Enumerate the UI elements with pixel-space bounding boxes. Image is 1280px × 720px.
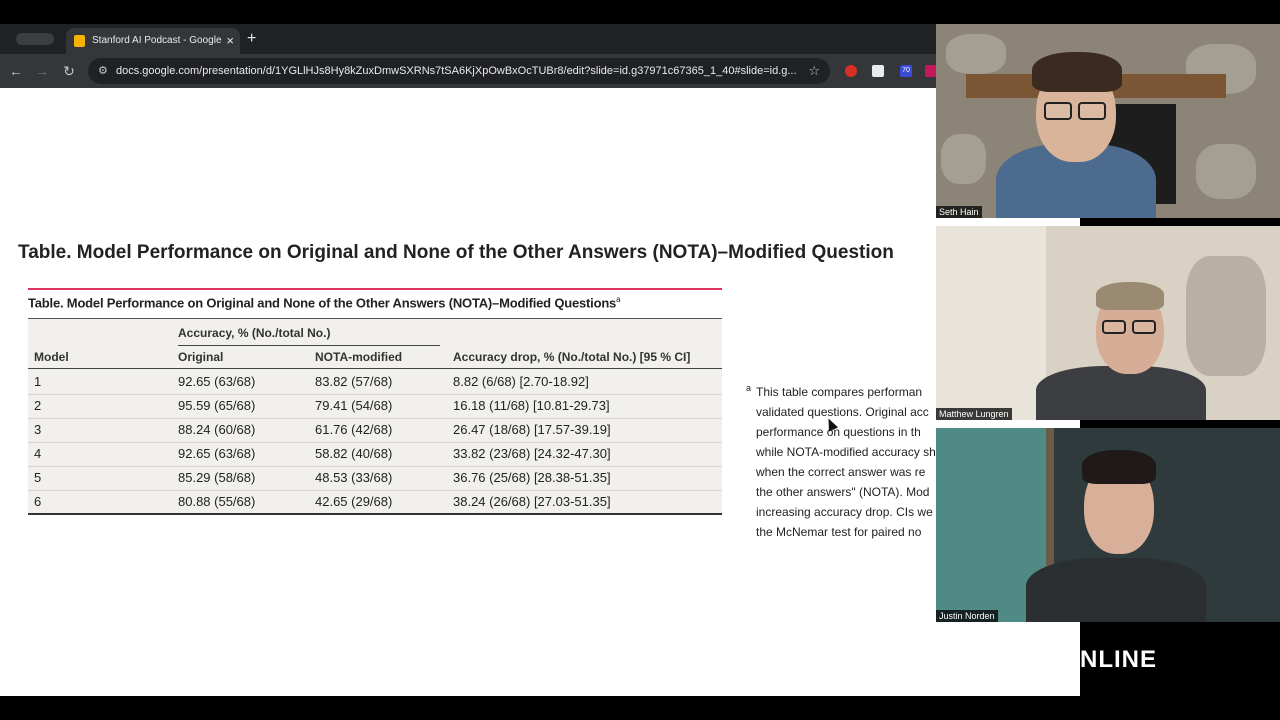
- video-tile-matthew-lungren[interactable]: [936, 226, 1280, 420]
- participant-name: Seth Hain: [936, 206, 982, 218]
- person-body: [1026, 558, 1206, 622]
- slide-canvas: [0, 88, 1080, 696]
- table-top-rule: [28, 318, 722, 319]
- back-arrow-icon[interactable]: ←: [9, 63, 23, 79]
- person-hair: [1082, 450, 1156, 484]
- new-tab-button[interactable]: +: [247, 30, 257, 47]
- address-bar[interactable]: [88, 58, 830, 84]
- glasses: [1102, 320, 1126, 334]
- col-header-drop: Accuracy drop, % (No./total No.) [95 % CI]: [453, 350, 691, 364]
- bg-stone: [1196, 144, 1256, 199]
- reload-icon[interactable]: ↻: [63, 63, 75, 79]
- bg-decor: [1186, 256, 1266, 376]
- bg-wall: [936, 226, 1046, 420]
- bg-stone: [941, 134, 986, 184]
- tab-title: Stanford AI Podcast - Google: [92, 35, 222, 46]
- table-row: 6 80.88 (55/68) 42.65 (29/68) 38.24 (26/68) [27.03-51.35]: [34, 494, 611, 509]
- table-row: 2 95.59 (65/68) 79.41 (54/68) 16.18 (11/68) [10.81-29.73]: [34, 398, 610, 413]
- extension-red-icon[interactable]: [845, 65, 857, 77]
- group-header: Accuracy, % (No./total No.): [178, 326, 331, 340]
- window-controls[interactable]: [16, 33, 54, 45]
- person-body: [1036, 366, 1206, 420]
- bg-stone: [946, 34, 1006, 74]
- video-tile-justin-norden[interactable]: [936, 428, 1280, 622]
- col-header-original: Original: [178, 350, 224, 364]
- table-row: 4 92.65 (63/68) 58.82 (40/68) 33.82 (23/68) [24.32-47.30]: [34, 446, 611, 461]
- url-text: docs.google.com/presentation/d/1YGLlHJs8Hy8kZuxDmwSXRNs7tSA6KjXpOwBxOcTUBr8/edit?slide=id.g37971c67365_1_40#slide=id.g...: [116, 65, 797, 77]
- table-accent-line: [28, 288, 722, 290]
- col-header-nota: NOTA-modified: [315, 350, 403, 364]
- glasses: [1078, 102, 1106, 120]
- group-header-rule: [178, 345, 440, 346]
- slide-title: Table. Model Performance on Original and None of the Other Answers (NOTA)–Modified Question: [18, 242, 894, 263]
- browser-toolbar: [0, 54, 1080, 88]
- participant-name: Matthew Lungren: [936, 408, 1012, 420]
- person-hair: [1096, 282, 1164, 310]
- glasses: [1132, 320, 1156, 334]
- footnote-text: This table compares performan validated questions. Original acc performance on questions in th while NOTA-modified accuracy sh when the correct answer was re the other answers" (NOTA). Mod increasing accuracy drop. CIs we the McNemar test for paired no: [756, 385, 936, 539]
- glasses: [1044, 102, 1072, 120]
- table-row: 1 92.65 (63/68) 83.82 (57/68) 8.82 (6/68) [2.70-18.92]: [34, 374, 589, 389]
- video-tile-seth-hain[interactable]: [936, 24, 1280, 218]
- site-settings-icon[interactable]: ⚙: [98, 65, 108, 77]
- table-bottom-rule: [28, 513, 722, 515]
- tab-bar: [0, 24, 1080, 54]
- header-rule: [28, 368, 722, 369]
- overlay-text: NLINE: [1080, 646, 1157, 673]
- participant-name: Justin Norden: [936, 610, 998, 622]
- table-caption: Table. Model Performance on Original and None of the Other Answers (NOTA)–Modified Questions$^a$: [28, 295, 621, 311]
- close-tab-icon[interactable]: ×: [226, 33, 234, 48]
- footnote-mark: a: [746, 383, 752, 393]
- person-hair: [1032, 52, 1122, 92]
- extension-square-icon[interactable]: [872, 65, 884, 77]
- table-row: 5 85.29 (58/68) 48.53 (33/68) 36.76 (25/68) [28.38-51.35]: [34, 470, 611, 485]
- table-row: 3 88.24 (60/68) 61.76 (42/68) 26.47 (18/68) [17.57-39.19]: [34, 422, 611, 437]
- tab-stanford-ai-podcast[interactable]: [66, 28, 240, 54]
- forward-arrow-icon[interactable]: →: [35, 63, 49, 79]
- col-header-model: Model: [34, 350, 69, 364]
- table-footnote: [746, 382, 936, 542]
- performance-table: [28, 288, 722, 516]
- bookmark-star-icon[interactable]: ☆: [808, 63, 820, 78]
- browser-window: [0, 24, 1080, 696]
- slides-favicon-icon: [74, 35, 85, 47]
- extension-badge-icon[interactable]: 70: [900, 65, 912, 77]
